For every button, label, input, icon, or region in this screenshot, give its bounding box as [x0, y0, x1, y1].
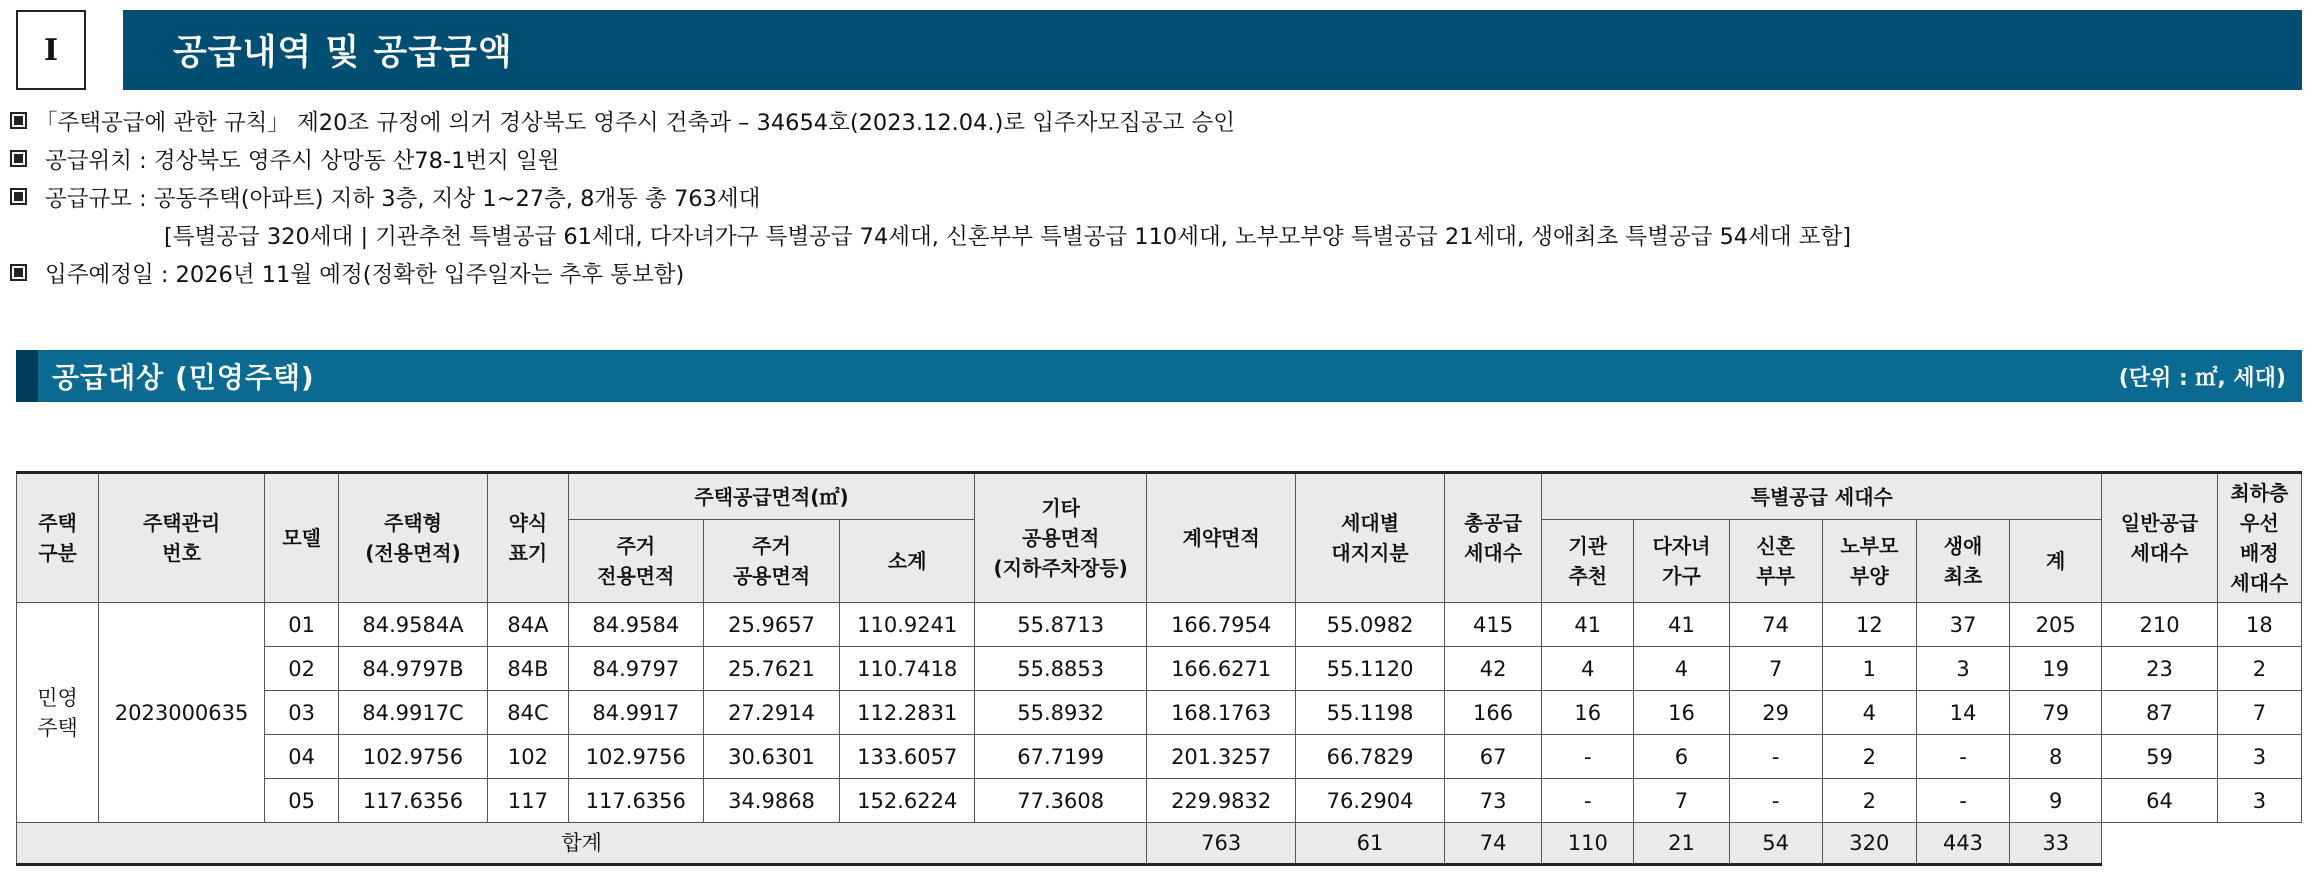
model-cell: 04 — [265, 735, 339, 779]
land-share-cell: 55.1198 — [1296, 691, 1445, 735]
common-area-cell: 30.6301 — [703, 735, 840, 779]
land-share-cell: 76.2904 — [1296, 779, 1445, 823]
abbr-cell: 102 — [487, 735, 568, 779]
info-line-move-in — [10, 259, 684, 291]
header-elderly: 노부모 부양 — [1822, 520, 1916, 603]
bullet-square-icon — [10, 188, 27, 205]
model-cell: 05 — [265, 779, 339, 823]
table-row — [17, 735, 2302, 779]
header-model: 모델 — [265, 473, 339, 603]
header-house-type: 주택형 (전용면적) — [339, 473, 488, 603]
contract-area-cell: 168.1763 — [1147, 691, 1296, 735]
mgmt-no-cell: 2023000635 — [99, 603, 265, 823]
header-abbr: 약식 표기 — [487, 473, 568, 603]
total-label: 합계 — [17, 823, 1147, 865]
abbr-cell: 84A — [487, 603, 568, 647]
model-cell: 01 — [265, 603, 339, 647]
land-share-cell: 55.1120 — [1296, 647, 1445, 691]
subtotal-area-cell: 133.6057 — [840, 735, 975, 779]
first-life-cell: 14 — [1916, 691, 2009, 735]
first-life-cell: - — [1916, 735, 2009, 779]
newlywed-cell: 29 — [1729, 691, 1822, 735]
total-top-floor-cell: 33 — [2010, 823, 2102, 865]
house-type-cell: 84.9797B — [339, 647, 488, 691]
info-line-approval — [10, 107, 1235, 139]
bullet-square-icon — [10, 150, 27, 167]
other-common-area-cell: 55.8713 — [975, 603, 1147, 647]
institution-cell: 16 — [1542, 691, 1634, 735]
newlywed-cell: 74 — [1729, 603, 1822, 647]
top-floor-cell: 7 — [2217, 691, 2301, 735]
header-top-floor: 최하층 우선 배정 세대수 — [2217, 473, 2301, 603]
supply-target-title: 공급대상 (민영주택) — [52, 361, 315, 394]
institution-cell: 41 — [1542, 603, 1634, 647]
elderly-cell: 4 — [1822, 691, 1916, 735]
info-line-location — [10, 145, 560, 177]
header-first-life: 생애 최초 — [1916, 520, 2009, 603]
header-exclusive: 주거 전용면적 — [568, 520, 703, 603]
special-sum-cell: 8 — [2010, 735, 2102, 779]
table-row — [17, 647, 2302, 691]
total-special-sum-cell: 320 — [1822, 823, 1916, 865]
table-row — [17, 779, 2302, 823]
header-newlywed: 신혼 부부 — [1729, 520, 1822, 603]
multi-child-cell: 6 — [1634, 735, 1729, 779]
header-mgmt-no: 주택관리 번호 — [99, 473, 265, 603]
exclusive-area-cell: 117.6356 — [568, 779, 703, 823]
model-cell: 02 — [265, 647, 339, 691]
newlywed-cell: - — [1729, 735, 1822, 779]
total-elderly-cell: 21 — [1634, 823, 1729, 865]
abbr-cell: 117 — [487, 779, 568, 823]
header-total-supply: 총공급 세대수 — [1444, 473, 1541, 603]
total-row — [17, 823, 2302, 865]
special-sum-cell: 205 — [2010, 603, 2102, 647]
exclusive-area-cell: 84.9917 — [568, 691, 703, 735]
info-move-in-text: 입주예정일 : 2026년 11월 예정(정확한 입주일자는 추후 통보함) — [45, 262, 685, 288]
house-type-cell: 117.6356 — [339, 779, 488, 823]
top-floor-cell: 3 — [2217, 735, 2301, 779]
total-supply-cell: 42 — [1444, 647, 1541, 691]
section-title-bar — [123, 10, 2302, 90]
header-contract-area: 계약면적 — [1147, 473, 1296, 603]
land-share-cell: 55.0982 — [1296, 603, 1445, 647]
header-common: 주거 공용면적 — [703, 520, 840, 603]
header-general: 일반공급 세대수 — [2102, 473, 2217, 603]
section-number: I — [16, 10, 86, 90]
contract-area-cell: 166.6271 — [1147, 647, 1296, 691]
total-first-life-cell: 54 — [1729, 823, 1822, 865]
contract-area-cell: 229.9832 — [1147, 779, 1296, 823]
institution-cell: - — [1542, 779, 1634, 823]
contract-area-cell: 201.3257 — [1147, 735, 1296, 779]
top-floor-cell: 3 — [2217, 779, 2301, 823]
special-sum-cell: 9 — [2010, 779, 2102, 823]
elderly-cell: 2 — [1822, 735, 1916, 779]
unit-label: (단위 : ㎡, 세대) — [2118, 365, 2286, 391]
subtotal-area-cell: 110.7418 — [840, 647, 975, 691]
land-share-cell: 66.7829 — [1296, 735, 1445, 779]
subtotal-area-cell: 110.9241 — [840, 603, 975, 647]
table-row — [17, 603, 2302, 647]
info-scale-text: 공급규모 : 공동주택(아파트) 지하 3층, 지상 1~27층, 8개동 총 763세대 — [45, 186, 761, 212]
house-type-cell: 84.9917C — [339, 691, 488, 735]
model-cell: 03 — [265, 691, 339, 735]
total-supply-cell: 415 — [1444, 603, 1541, 647]
total-supply-cell: 166 — [1444, 691, 1541, 735]
total-institution-cell: 61 — [1296, 823, 1445, 865]
header-special-sum: 계 — [2010, 520, 2102, 603]
institution-cell: 4 — [1542, 647, 1634, 691]
general-supply-cell: 23 — [2102, 647, 2217, 691]
info-line-scale — [10, 183, 760, 215]
first-life-cell: - — [1916, 779, 2009, 823]
multi-child-cell: 7 — [1634, 779, 1729, 823]
house-type-cell: 102.9756 — [339, 735, 488, 779]
header-housing-type: 주택 구분 — [17, 473, 99, 603]
total-supply-cell: 67 — [1444, 735, 1541, 779]
total-supply-cell: 73 — [1444, 779, 1541, 823]
housing-type-cell: 민영 주택 — [17, 603, 99, 823]
first-life-cell: 37 — [1916, 603, 2009, 647]
total-multi-child-cell: 74 — [1444, 823, 1541, 865]
table-row — [17, 691, 2302, 735]
general-supply-cell: 64 — [2102, 779, 2217, 823]
other-common-area-cell: 55.8853 — [975, 647, 1147, 691]
header-institution: 기관 추천 — [1542, 520, 1634, 603]
other-common-area-cell: 77.3608 — [975, 779, 1147, 823]
multi-child-cell: 41 — [1634, 603, 1729, 647]
info-line-special-breakdown — [164, 221, 1851, 253]
total-newlywed-cell: 110 — [1542, 823, 1634, 865]
header-subtotal: 소계 — [840, 520, 975, 603]
bullet-square-icon — [10, 112, 27, 129]
contract-area-cell: 166.7954 — [1147, 603, 1296, 647]
elderly-cell: 1 — [1822, 647, 1916, 691]
subtotal-area-cell: 112.2831 — [840, 691, 975, 735]
exclusive-area-cell: 84.9584 — [568, 603, 703, 647]
header-special-group: 특별공급 세대수 — [1542, 473, 2102, 520]
other-common-area-cell: 55.8932 — [975, 691, 1147, 735]
info-location-text: 공급위치 : 경상북도 영주시 상망동 산78-1번지 일원 — [45, 148, 560, 174]
other-common-area-cell: 67.7199 — [975, 735, 1147, 779]
common-area-cell: 25.7621 — [703, 647, 840, 691]
header-land-share: 세대별 대지지분 — [1296, 473, 1445, 603]
abbr-cell: 84C — [487, 691, 568, 735]
top-floor-cell: 18 — [2217, 603, 2301, 647]
section-header — [16, 10, 2302, 90]
info-special-breakdown-text: [특별공급 320세대 | 기관추천 특별공급 61세대, 다자녀가구 특별공급 74세대, 신혼부부 특별공급 110세대, 노부모부양 특별공급 21세대, 생애최초 특별공급 54세대 포함] — [164, 224, 1851, 250]
total-total-supply-cell: 763 — [1147, 823, 1296, 865]
common-area-cell: 25.9657 — [703, 603, 840, 647]
exclusive-area-cell: 102.9756 — [568, 735, 703, 779]
multi-child-cell: 16 — [1634, 691, 1729, 735]
common-area-cell: 34.9868 — [703, 779, 840, 823]
general-supply-cell: 59 — [2102, 735, 2217, 779]
newlywed-cell: - — [1729, 779, 1822, 823]
elderly-cell: 12 — [1822, 603, 1916, 647]
total-general-supply-cell: 443 — [1916, 823, 2009, 865]
supply-table — [16, 471, 2302, 866]
header-other-common: 기타 공용면적 (지하주차장등) — [975, 473, 1147, 603]
common-area-cell: 27.2914 — [703, 691, 840, 735]
house-type-cell: 84.9584A — [339, 603, 488, 647]
multi-child-cell: 4 — [1634, 647, 1729, 691]
top-floor-cell: 2 — [2217, 647, 2301, 691]
bullet-square-icon — [10, 264, 27, 281]
newlywed-cell: 7 — [1729, 647, 1822, 691]
institution-cell: - — [1542, 735, 1634, 779]
info-approval-text: 「주택공급에 관한 규칙」 제20조 규정에 의거 경상북도 영주시 건축과 – 34654호(2023.12.04.)로 입주자모집공고 승인 — [35, 110, 1236, 136]
abbr-cell: 84B — [487, 647, 568, 691]
special-sum-cell: 79 — [2010, 691, 2102, 735]
special-sum-cell: 19 — [2010, 647, 2102, 691]
header-supply-area-group: 주택공급면적(㎡) — [568, 473, 974, 520]
subtotal-area-cell: 152.6224 — [840, 779, 975, 823]
exclusive-area-cell: 84.9797 — [568, 647, 703, 691]
section-title: 공급내역 및 공급금액 — [173, 33, 513, 73]
elderly-cell: 2 — [1822, 779, 1916, 823]
general-supply-cell: 210 — [2102, 603, 2217, 647]
supply-target-header — [16, 350, 2302, 402]
header-multi-child: 다자녀 가구 — [1634, 520, 1729, 603]
first-life-cell: 3 — [1916, 647, 2009, 691]
general-supply-cell: 87 — [2102, 691, 2217, 735]
